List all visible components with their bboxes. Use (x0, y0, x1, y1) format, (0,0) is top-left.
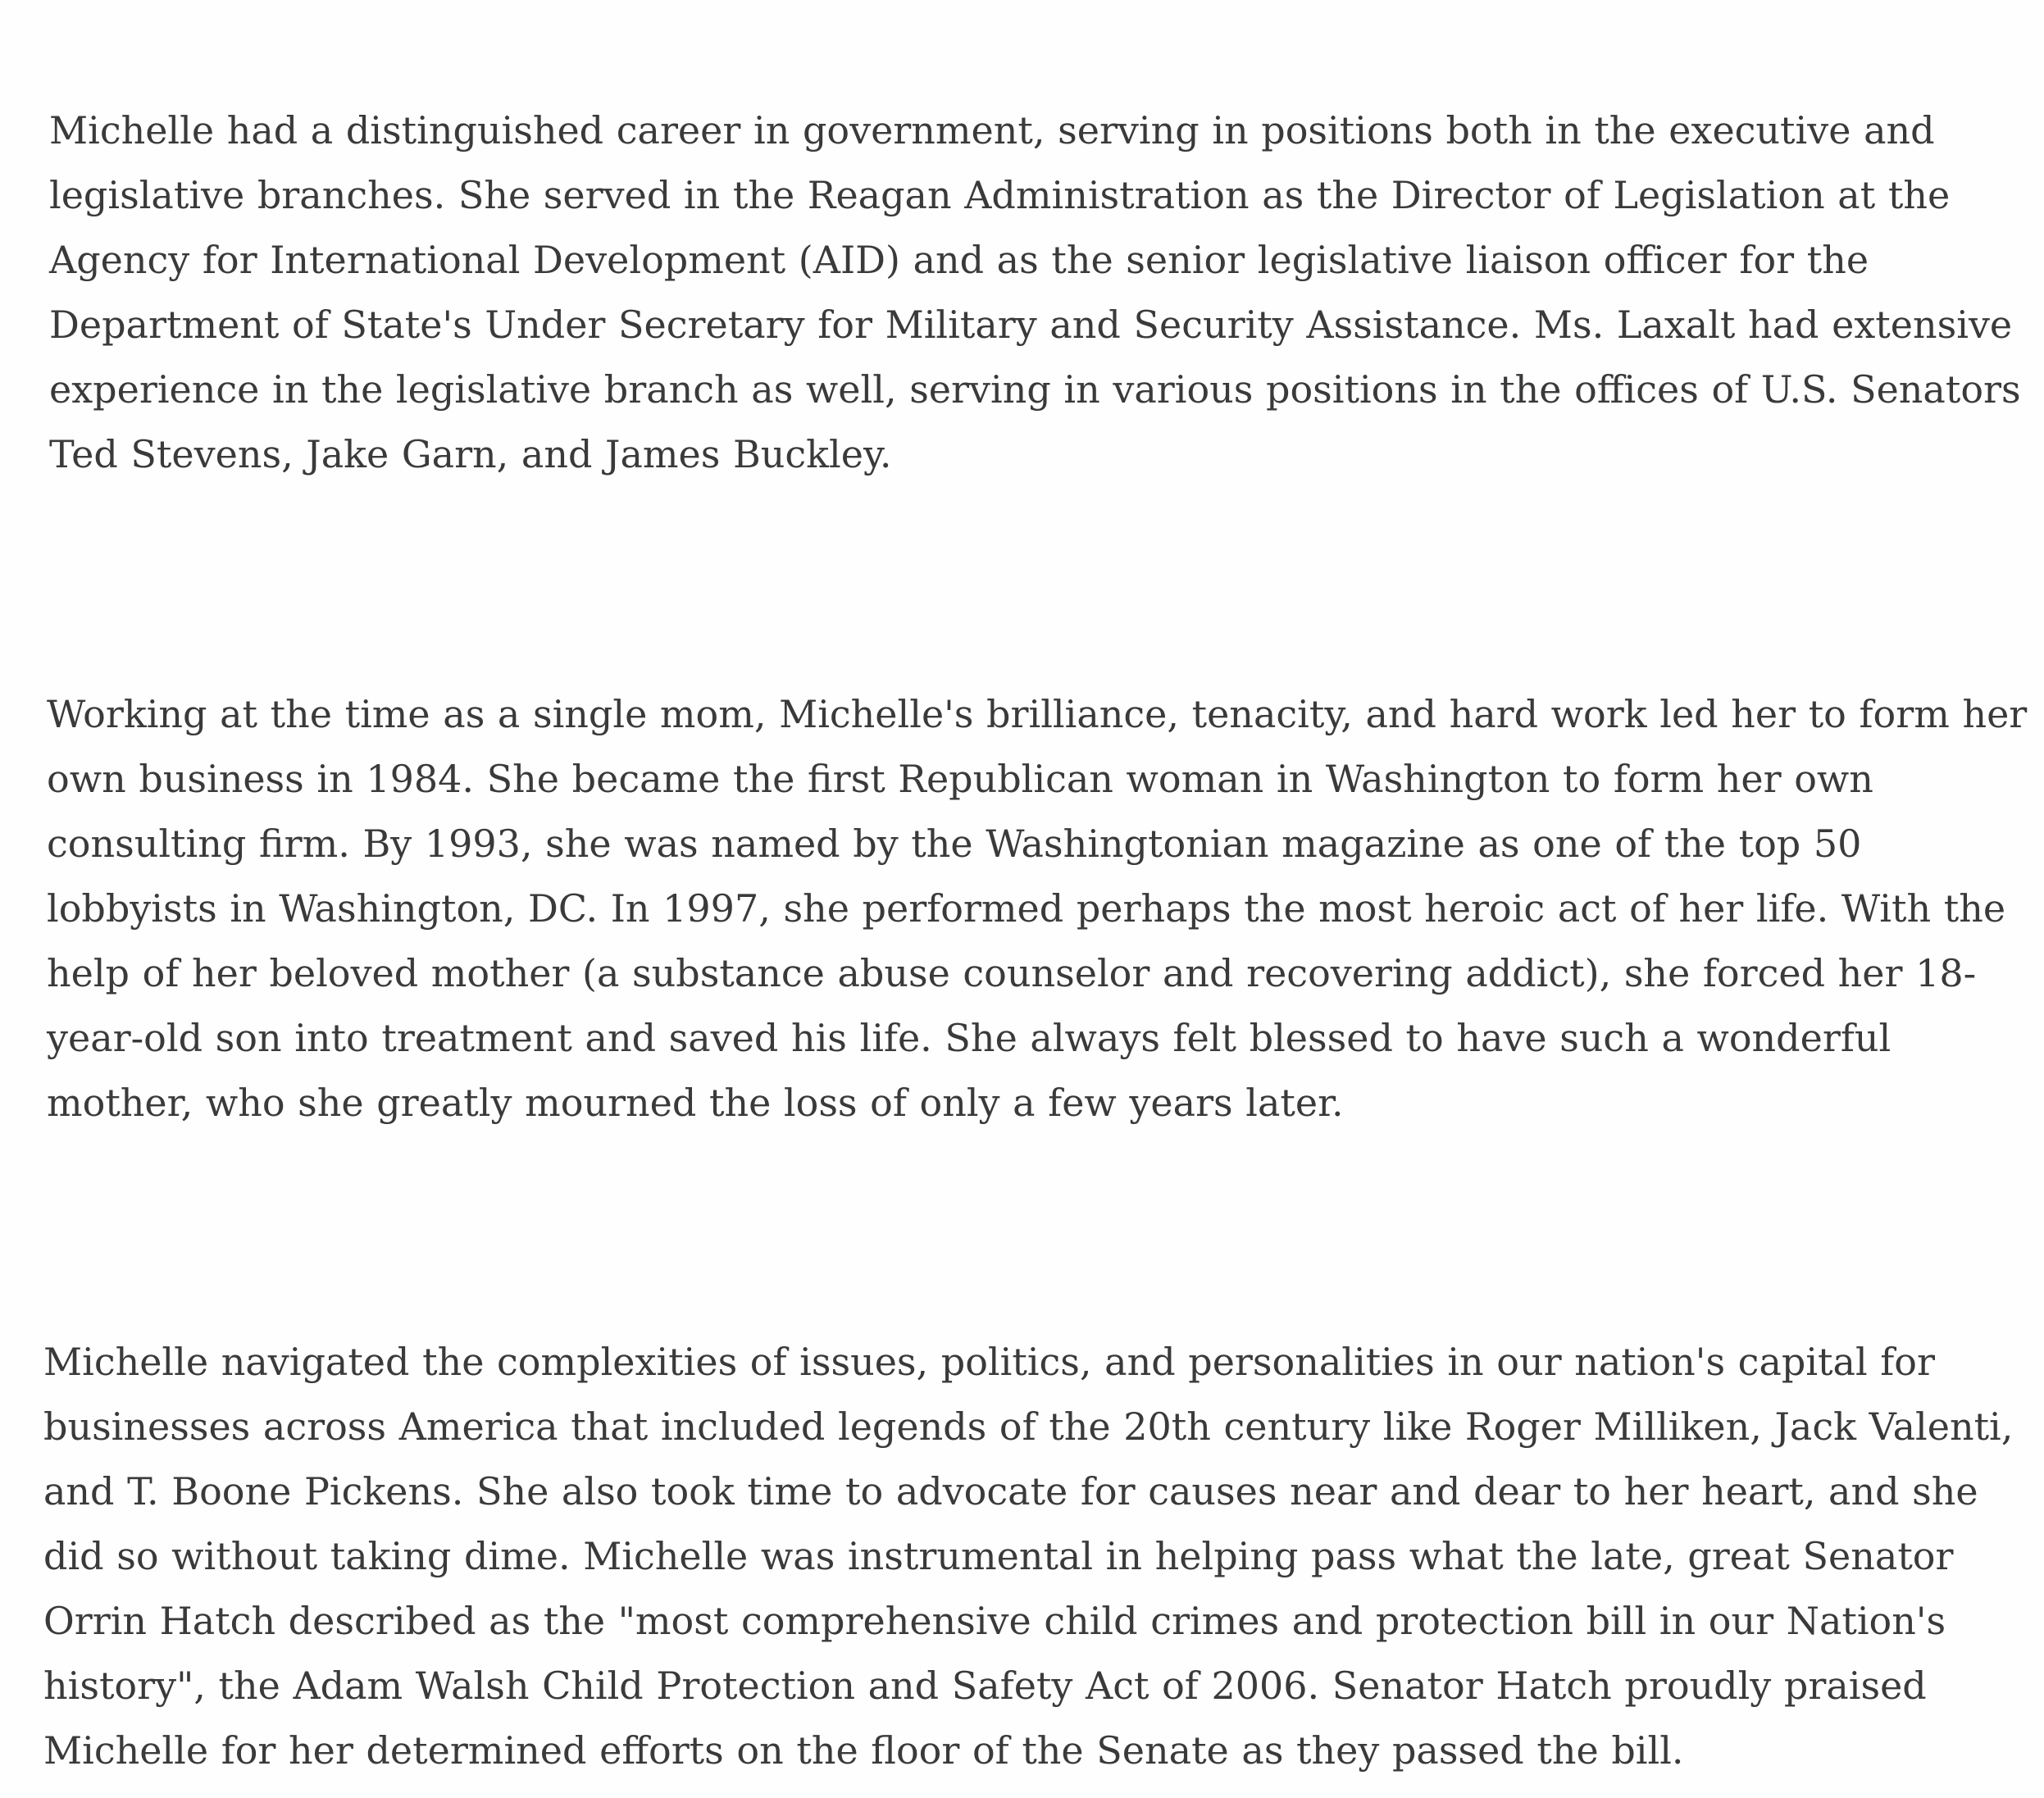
paragraph-advocacy: Michelle navigated the complexities of issues, politics, and personalities in our nation's capital for businesses across America that included legends of the 20th century like Roger Milliken, Jack Valenti, and T. Boone Pickens. She also took time to advocate for causes near and dear to her heart, and she did so without taking dime. Michelle was instrumental in helping pass what the late, great Senator Orrin Hatch described as the "most comprehensive child crimes and protection bill in our Nation's history", the Adam Walsh Child Protection and Safety Act of 2006. Senator Hatch proudly praised Michelle for her determined efforts on the floor of the Senate as they passed the bill. (43, 1340, 2014, 1773)
paragraph-government-career: Michelle had a distinguished career in government, serving in positions both in the executive and legislative branches. She served in the Reagan Administration as the Director of Legislation at the Agency for International Development (AID) and as the senior legislative liaison officer for the Department of State's Under Secretary for Military and Security Assistance. Ms. Laxalt had extensive experience in the legislative branch as well, serving in various positions in the offices of U.S. Senators Ted Stevens, Jake Garn, and James Buckley. (49, 108, 2021, 476)
paragraph-consulting-business: Working at the time as a single mom, Michelle's brilliance, tenacity, and hard work led her to form her own business in 1984. She became the first Republican woman in Washington to form her own consulting firm. By 1993, she was named by the Washingtonian magazine as one of the top 50 lobbyists in Washington, DC. In 1997, she performed perhaps the most heroic act of her life. With the help of her beloved mother (a substance abuse counselor and recovering addict), she forced her 18-year-old son into treatment and saved his life. She always felt blessed to have such a wonderful mother, who she greatly mourned the loss of only a few years later. (47, 692, 2028, 1125)
